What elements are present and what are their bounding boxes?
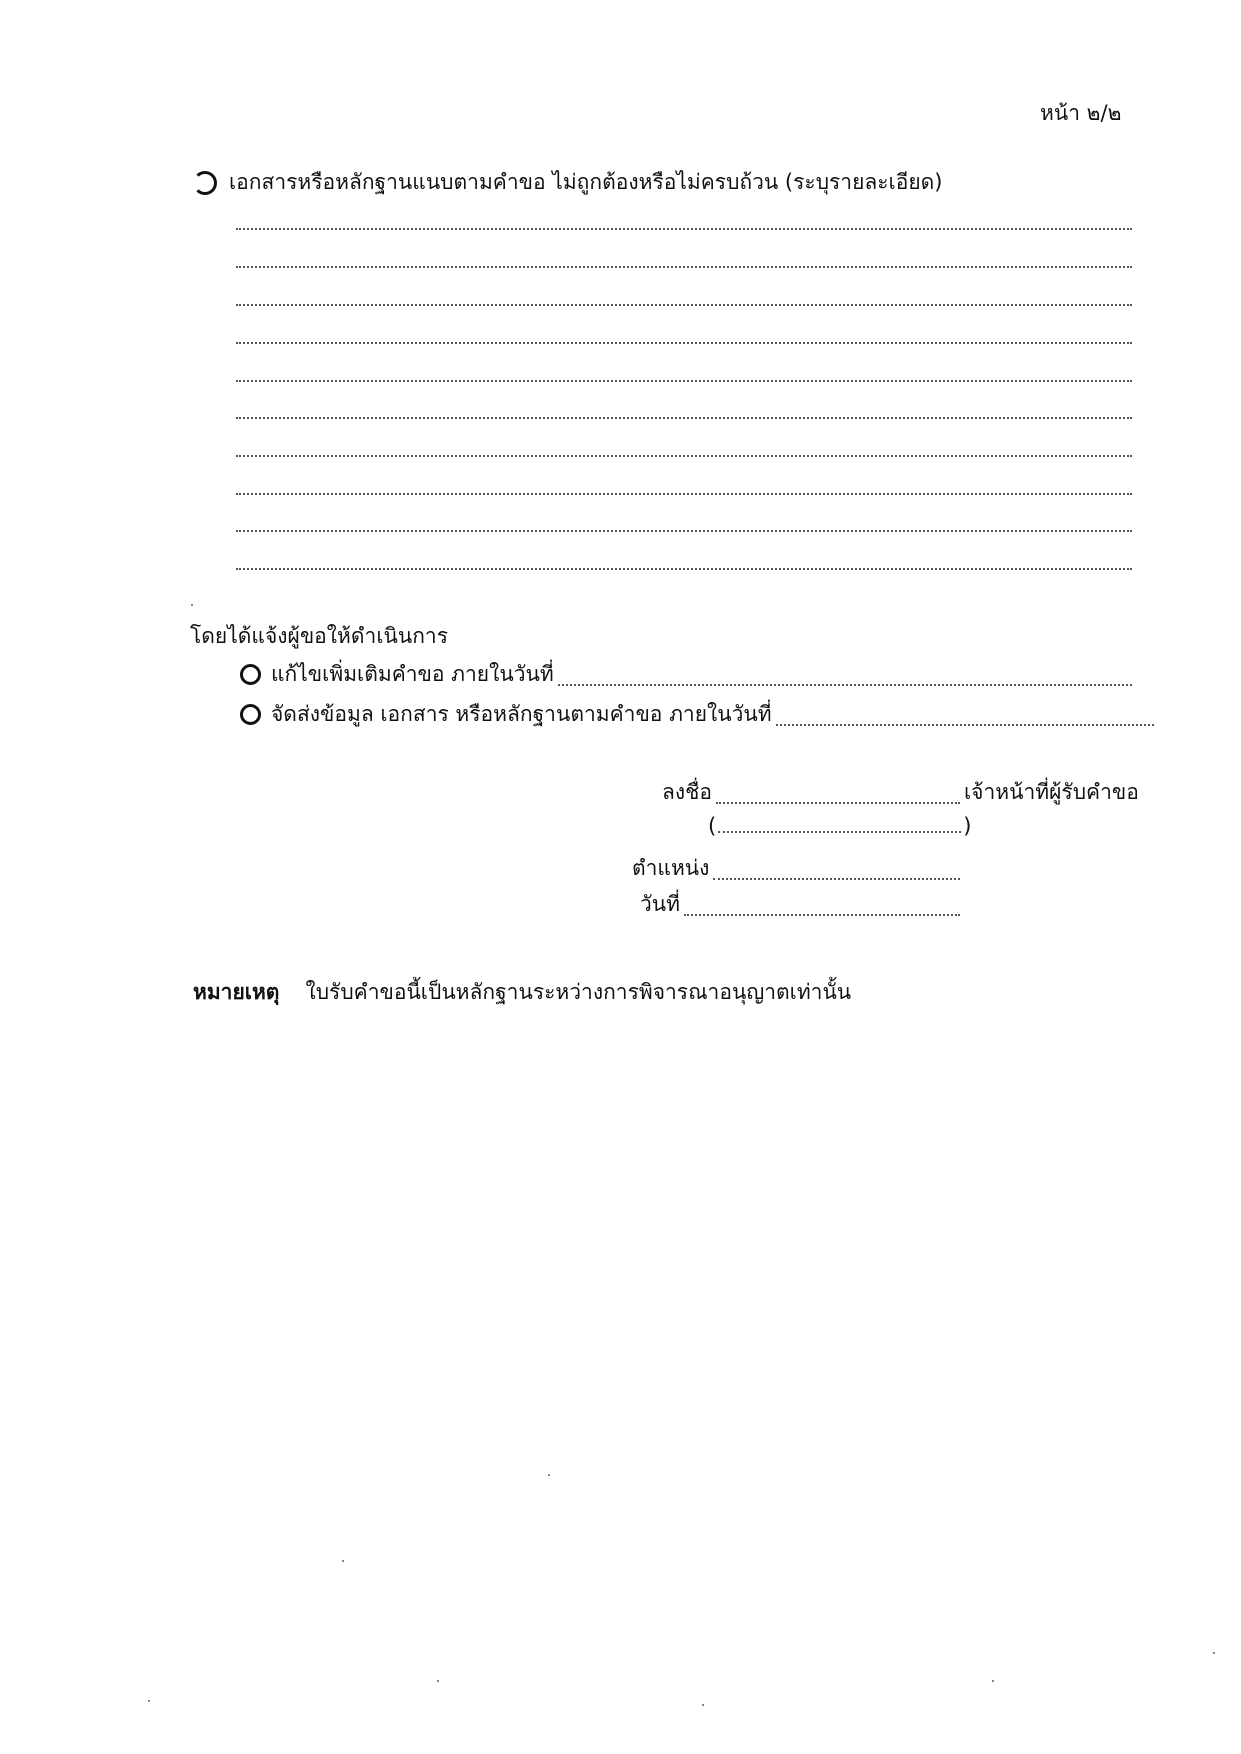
date-row [640, 888, 960, 921]
close-paren: ) [963, 814, 972, 838]
amend-date-field[interactable] [558, 684, 1132, 686]
scan-speck [1213, 1652, 1215, 1654]
detail-line[interactable] [236, 530, 1132, 532]
date-field[interactable] [684, 914, 960, 916]
notify-heading: โดยได้แจ้งผู้ขอให้ดำเนินการ [190, 624, 448, 648]
detail-line[interactable] [236, 417, 1132, 419]
scan-speck [548, 1474, 550, 1476]
remark [193, 976, 851, 1009]
amend-request-option[interactable] [240, 658, 1132, 691]
radio-circle-icon[interactable] [240, 664, 261, 685]
radio-circle-icon[interactable] [240, 704, 261, 725]
signature-field[interactable] [716, 802, 960, 804]
detail-line[interactable] [236, 266, 1132, 268]
signature-row [662, 776, 1139, 809]
radio-circle-icon[interactable] [193, 171, 217, 195]
sign-label: ลงชื่อ [662, 780, 712, 804]
detail-line[interactable] [236, 493, 1132, 495]
detail-line[interactable] [236, 380, 1132, 382]
scan-speck [191, 604, 193, 606]
date-label: วันที่ [640, 892, 680, 916]
detail-line[interactable] [236, 455, 1132, 457]
scan-speck [702, 1704, 704, 1706]
detail-line[interactable] [236, 304, 1132, 306]
remark-label: หมายเหตุ [193, 980, 280, 1004]
incomplete-documents-option[interactable] [193, 166, 942, 199]
amend-request-label: แก้ไขเพิ่มเติมคำขอ ภายในวันที่ [271, 662, 554, 686]
scan-speck [437, 1680, 439, 1682]
scan-speck [342, 1560, 344, 1562]
submit-documents-option[interactable] [240, 698, 1154, 731]
open-paren: ( [708, 814, 717, 838]
position-field[interactable] [713, 878, 960, 880]
officer-role-label: เจ้าหน้าที่ผู้รับคำขอ [964, 780, 1139, 804]
remark-text: ใบรับคำขอนี้เป็นหลักฐานระหว่างการพิจารณาอนุญาตเท่านั้น [305, 980, 852, 1004]
position-row [632, 852, 960, 885]
signer-name-field[interactable] [718, 831, 961, 833]
submit-date-field[interactable] [776, 724, 1154, 726]
incomplete-documents-label: เอกสารหรือหลักฐานแนบตามคำขอ ไม่ถูกต้องหรือไม่ครบถ้วน (ระบุรายละเอียด) [229, 170, 943, 194]
detail-line[interactable] [236, 342, 1132, 344]
page-number: หน้า ๒/๒ [1040, 101, 1122, 125]
submit-documents-label: จัดส่งข้อมูล เอกสาร หรือหลักฐานตามคำขอ ภายในวันที่ [271, 702, 772, 726]
detail-line[interactable] [236, 228, 1132, 230]
position-label: ตำแหน่ง [632, 856, 710, 880]
signer-name-row [708, 814, 971, 838]
scan-speck [992, 1680, 994, 1682]
detail-line[interactable] [236, 568, 1132, 570]
scan-speck [148, 1700, 150, 1702]
